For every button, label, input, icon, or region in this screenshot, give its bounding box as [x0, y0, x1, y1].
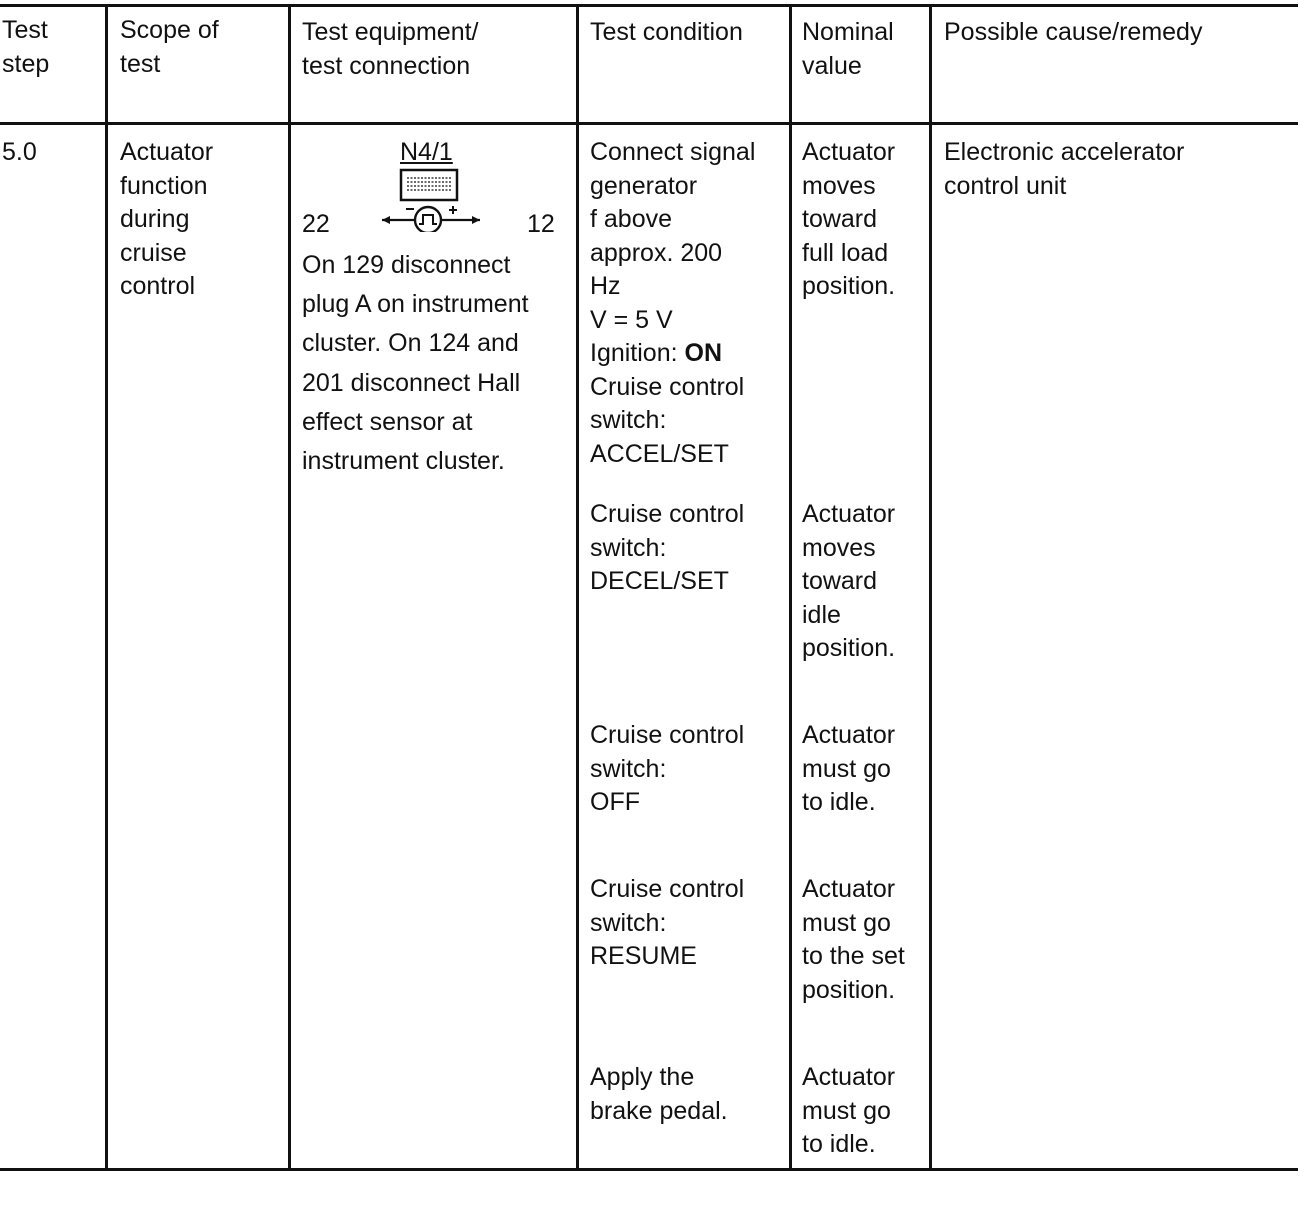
ignition-state: ON — [684, 339, 723, 367]
column-divider-3 — [576, 4, 579, 1171]
header-condition: Test condition — [590, 18, 743, 46]
header-separator — [0, 122, 1298, 125]
column-divider-2 — [288, 4, 291, 1171]
remedy-text: Electronic accelerator control unit — [944, 138, 1185, 200]
nominal-4: Actuator must go to the set position. — [802, 875, 905, 1004]
header-equipment: Test equipment/ test connection — [302, 18, 479, 80]
condition-3: Cruise control switch: OFF — [590, 721, 745, 816]
header-scope: Scope of test — [120, 16, 219, 78]
signal-generator-icon — [382, 206, 480, 232]
header-test-step: Test step — [2, 16, 50, 78]
pin-left-label: 22 — [302, 210, 330, 238]
condition-1: Connect signal generator f above approx. 200 Hz V = 5 V Ignition: ON Cruise control switch: ACCEL/SET — [590, 138, 756, 468]
nominal-5: Actuator must go to idle. — [802, 1063, 896, 1158]
column-divider-4 — [789, 4, 792, 1171]
header-remedy: Possible cause/remedy — [944, 18, 1203, 46]
nominal-2: Actuator moves toward idle position. — [802, 500, 896, 662]
column-divider-1 — [105, 4, 108, 1171]
equipment-note: On 129 disconnect plug A on instrument cluster. On 124 and 201 disconnect Hall effect sensor at instrument cluster. — [302, 251, 529, 476]
condition-5: Apply the brake pedal. — [590, 1063, 728, 1125]
table-top-border — [0, 4, 1298, 7]
table-bottom-border — [0, 1168, 1298, 1171]
column-divider-5 — [929, 4, 932, 1171]
nominal-1: Actuator moves toward full load position. — [802, 138, 896, 300]
pin-right-label: 12 — [527, 210, 555, 238]
component-label: N4/1 — [400, 138, 453, 166]
scope-text: Actuator function during cruise control — [120, 138, 214, 300]
test-step-number: 5.0 — [2, 138, 37, 166]
condition-2: Cruise control switch: DECEL/SET — [590, 500, 745, 595]
nominal-3: Actuator must go to idle. — [802, 721, 896, 816]
control-unit-icon — [401, 170, 457, 200]
condition-4: Cruise control switch: RESUME — [590, 875, 745, 970]
header-nominal: Nominal value — [802, 18, 894, 80]
